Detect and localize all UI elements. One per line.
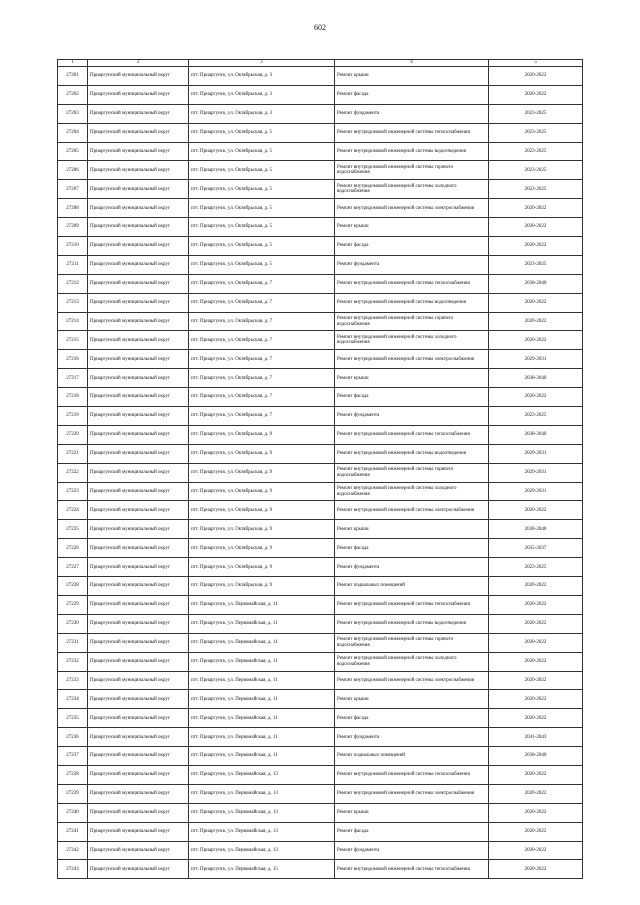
column-header-4: 4 [335, 60, 489, 67]
period-cell: 2029-2031 [489, 350, 583, 369]
district-cell: Приаргунский муниципальный округ [88, 67, 189, 86]
work-type-cell: Ремонт фундамента [335, 104, 489, 123]
table-row [58, 765, 583, 784]
work-type-cell: Ремонт крыши [335, 369, 489, 388]
district-cell: Приаргунский муниципальный округ [88, 350, 189, 369]
district-cell: Приаргунский муниципальный округ [88, 633, 189, 652]
table-row [58, 690, 583, 709]
district-cell: Приаргунский муниципальный округ [88, 369, 189, 388]
district-cell: Приаргунский муниципальный округ [88, 104, 189, 123]
address-cell: пгт. Приаргунск, ул. Октябрьская, д. 9 [189, 501, 335, 520]
address-cell: пгт. Приаргунск, ул. Октябрьская, д. 9 [189, 444, 335, 463]
work-type-cell: Ремонт внутридомовой инженерной системы теплоснабжения [335, 765, 489, 784]
work-type-cell: Ремонт фундамента [335, 841, 489, 860]
period-cell: 2020-2022 [489, 312, 583, 331]
work-type-cell: Ремонт внутридомовой инженерной системы горячего водоснабжения [335, 161, 489, 180]
period-cell: 2023-2025 [489, 142, 583, 161]
period-cell: 2038-2040 [489, 425, 583, 444]
address-cell: пгт. Приаргунск, ул. Октябрьская, д. 7 [189, 312, 335, 331]
table-row [58, 142, 583, 161]
period-cell: 2023-2025 [489, 123, 583, 142]
address-cell: пгт. Приаргунск, ул. Октябрьская, д. 9 [189, 577, 335, 596]
row-number-cell: 27201 [58, 67, 88, 86]
table-row [58, 274, 583, 293]
row-number-cell: 27220 [58, 425, 88, 444]
work-type-cell: Ремонт фасада [335, 539, 489, 558]
row-number-cell: 27239 [58, 784, 88, 803]
period-cell: 2020-2022 [489, 652, 583, 671]
period-cell: 2020-2022 [489, 784, 583, 803]
work-type-cell: Ремонт внутридомовой инженерной системы горячего водоснабжения [335, 463, 489, 482]
address-cell: пгт. Приаргунск, ул. Первомайская, д. 11 [189, 728, 335, 747]
row-number-cell: 27233 [58, 671, 88, 690]
address-cell: пгт. Приаргунск, ул. Октябрьская, д. 9 [189, 558, 335, 577]
address-cell: пгт. Приаргунск, ул. Первомайская, д. 13 [189, 784, 335, 803]
column-header-5: 5 [489, 60, 583, 67]
district-cell: Приаргунский муниципальный округ [88, 293, 189, 312]
work-type-cell: Ремонт внутридомовой инженерной системы водоотведения [335, 614, 489, 633]
column-header-1: 1 [58, 60, 88, 67]
row-number-cell: 27213 [58, 293, 88, 312]
address-cell: пгт. Приаргунск, ул. Октябрьская, д. 5 [189, 142, 335, 161]
table-row [58, 104, 583, 123]
row-number-cell: 27225 [58, 520, 88, 539]
district-cell: Приаргунский муниципальный округ [88, 501, 189, 520]
work-type-cell: Ремонт внутридомовой инженерной системы электроснабжения [335, 501, 489, 520]
period-cell: 2020-2022 [489, 501, 583, 520]
address-cell: пгт. Приаргунск, ул. Октябрьская, д. 5 [189, 123, 335, 142]
row-number-cell: 27231 [58, 633, 88, 652]
table-row [58, 67, 583, 86]
table-row [58, 709, 583, 728]
address-cell: пгт. Приаргунск, ул. Октябрьская, д. 7 [189, 293, 335, 312]
period-cell: 2020-2022 [489, 67, 583, 86]
row-number-cell: 27217 [58, 369, 88, 388]
address-cell: пгт. Приаргунск, ул. Первомайская, д. 13 [189, 803, 335, 822]
district-cell: Приаргунский муниципальный округ [88, 161, 189, 180]
table-row [58, 633, 583, 652]
row-number-cell: 27210 [58, 237, 88, 256]
district-cell: Приаргунский муниципальный округ [88, 614, 189, 633]
table-row [58, 123, 583, 142]
table-row [58, 444, 583, 463]
address-cell: пгт. Приаргунск, ул. Октябрьская, д. 5 [189, 199, 335, 218]
row-number-cell: 27214 [58, 312, 88, 331]
address-cell: пгт. Приаргунск, ул. Октябрьская, д. 9 [189, 520, 335, 539]
period-cell: 2038-2040 [489, 369, 583, 388]
row-number-cell: 27243 [58, 860, 88, 879]
table-row [58, 595, 583, 614]
table-row [58, 463, 583, 482]
period-cell: 2041-2043 [489, 728, 583, 747]
table-row [58, 803, 583, 822]
row-number-cell: 27229 [58, 595, 88, 614]
work-type-cell: Ремонт внутридомовой инженерной системы теплоснабжения [335, 595, 489, 614]
work-type-cell: Ремонт крыши [335, 803, 489, 822]
table-row [58, 425, 583, 444]
table-row [58, 728, 583, 747]
period-cell: 2023-2025 [489, 161, 583, 180]
row-number-cell: 27228 [58, 577, 88, 596]
period-cell: 2020-2022 [489, 237, 583, 256]
district-cell: Приаргунский муниципальный округ [88, 577, 189, 596]
row-number-cell: 27242 [58, 841, 88, 860]
row-number-cell: 27216 [58, 350, 88, 369]
work-type-cell: Ремонт внутридомовой инженерной системы электроснабжения [335, 784, 489, 803]
row-number-cell: 27202 [58, 85, 88, 104]
table-row [58, 747, 583, 766]
page-number: 602 [314, 23, 326, 32]
table-row [58, 482, 583, 501]
address-cell: пгт. Приаргунск, ул. Первомайская, д. 11 [189, 671, 335, 690]
district-cell: Приаргунский муниципальный округ [88, 841, 189, 860]
district-cell: Приаргунский муниципальный округ [88, 822, 189, 841]
district-cell: Приаргунский муниципальный округ [88, 539, 189, 558]
row-number-cell: 27240 [58, 803, 88, 822]
address-cell: пгт. Приаргунск, ул. Октябрьская, д. 3 [189, 104, 335, 123]
repair-schedule-table [57, 59, 583, 879]
period-cell: 2023-2025 [489, 558, 583, 577]
work-type-cell: Ремонт внутридомовой инженерной системы холодного водоснабжения [335, 180, 489, 199]
period-cell: 2020-2022 [489, 803, 583, 822]
table-row [58, 558, 583, 577]
table-row [58, 255, 583, 274]
row-number-cell: 27219 [58, 407, 88, 426]
period-cell: 2023-2025 [489, 104, 583, 123]
table-row [58, 841, 583, 860]
period-cell: 2020-2022 [489, 595, 583, 614]
table-row [58, 860, 583, 879]
district-cell: Приаргунский муниципальный округ [88, 709, 189, 728]
district-cell: Приаргунский муниципальный округ [88, 652, 189, 671]
district-cell: Приаргунский муниципальный округ [88, 860, 189, 879]
table-row [58, 784, 583, 803]
district-cell: Приаргунский муниципальный округ [88, 558, 189, 577]
district-cell: Приаргунский муниципальный округ [88, 444, 189, 463]
row-number-cell: 27208 [58, 199, 88, 218]
row-number-cell: 27234 [58, 690, 88, 709]
table-row [58, 671, 583, 690]
table-row [58, 237, 583, 256]
table-row [58, 350, 583, 369]
address-cell: пгт. Приаргунск, ул. Первомайская, д. 13 [189, 822, 335, 841]
period-cell: 2020-2022 [489, 85, 583, 104]
column-header-2: 2 [88, 60, 189, 67]
table-row [58, 388, 583, 407]
address-cell: пгт. Приаргунск, ул. Первомайская, д. 13 [189, 765, 335, 784]
work-type-cell: Ремонт фундамента [335, 407, 489, 426]
district-cell: Приаргунский муниципальный округ [88, 255, 189, 274]
period-cell: 2029-2031 [489, 463, 583, 482]
address-cell: пгт. Приаргунск, ул. Первомайская, д. 11 [189, 690, 335, 709]
period-cell: 2020-2022 [489, 577, 583, 596]
row-number-cell: 27211 [58, 255, 88, 274]
district-cell: Приаргунский муниципальный округ [88, 142, 189, 161]
address-cell: пгт. Приаргунск, ул. Октябрьская, д. 7 [189, 407, 335, 426]
row-number-cell: 27227 [58, 558, 88, 577]
address-cell: пгт. Приаргунск, ул. Октябрьская, д. 5 [189, 255, 335, 274]
district-cell: Приаргунский муниципальный округ [88, 331, 189, 350]
period-cell: 2020-2022 [489, 709, 583, 728]
row-number-cell: 27235 [58, 709, 88, 728]
address-cell: пгт. Приаргунск, ул. Октябрьская, д. 7 [189, 388, 335, 407]
row-number-cell: 27215 [58, 331, 88, 350]
table-row [58, 822, 583, 841]
period-cell: 2020-2022 [489, 293, 583, 312]
period-cell: 2023-2025 [489, 180, 583, 199]
work-type-cell: Ремонт внутридомовой инженерной системы электроснабжения [335, 671, 489, 690]
address-cell: пгт. Приаргунск, ул. Первомайская, д. 11 [189, 747, 335, 766]
district-cell: Приаргунский муниципальный округ [88, 218, 189, 237]
address-cell: пгт. Приаргунск, ул. Первомайская, д. 11 [189, 614, 335, 633]
row-number-cell: 27236 [58, 728, 88, 747]
period-cell: 2020-2022 [489, 633, 583, 652]
row-number-cell: 27221 [58, 444, 88, 463]
address-cell: пгт. Приаргунск, ул. Октябрьская, д. 7 [189, 369, 335, 388]
work-type-cell: Ремонт крыши [335, 67, 489, 86]
period-cell: 2020-2022 [489, 822, 583, 841]
period-cell: 2020-2022 [489, 218, 583, 237]
period-cell: 2029-2031 [489, 444, 583, 463]
work-type-cell: Ремонт внутридомовой инженерной системы электроснабжения [335, 350, 489, 369]
column-header-3: 3 [189, 60, 335, 67]
table-row [58, 577, 583, 596]
district-cell: Приаргунский муниципальный округ [88, 747, 189, 766]
district-cell: Приаргунский муниципальный округ [88, 274, 189, 293]
period-cell: 2020-2022 [489, 671, 583, 690]
table-row [58, 652, 583, 671]
row-number-cell: 27206 [58, 161, 88, 180]
district-cell: Приаргунский муниципальный округ [88, 690, 189, 709]
period-cell: 2020-2022 [489, 841, 583, 860]
address-cell: пгт. Приаргунск, ул. Октябрьская, д. 9 [189, 482, 335, 501]
address-cell: пгт. Приаргунск, ул. Октябрьская, д. 5 [189, 218, 335, 237]
work-type-cell: Ремонт подвальных помещений [335, 747, 489, 766]
period-cell: 2029-2031 [489, 482, 583, 501]
address-cell: пгт. Приаргунск, ул. Первомайская, д. 13 [189, 841, 335, 860]
district-cell: Приаргунский муниципальный округ [88, 388, 189, 407]
table-row [58, 85, 583, 104]
district-cell: Приаргунский муниципальный округ [88, 85, 189, 104]
address-cell: пгт. Приаргунск, ул. Октябрьская, д. 5 [189, 161, 335, 180]
period-cell: 2035-2037 [489, 539, 583, 558]
row-number-cell: 27241 [58, 822, 88, 841]
address-cell: пгт. Приаргунск, ул. Октябрьская, д. 5 [189, 180, 335, 199]
row-number-cell: 27212 [58, 274, 88, 293]
row-number-cell: 27205 [58, 142, 88, 161]
work-type-cell: Ремонт внутридомовой инженерной системы теплоснабжения [335, 123, 489, 142]
work-type-cell: Ремонт фундамента [335, 558, 489, 577]
row-number-cell: 27230 [58, 614, 88, 633]
row-number-cell: 27232 [58, 652, 88, 671]
address-cell: пгт. Приаргунск, ул. Октябрьская, д. 3 [189, 85, 335, 104]
address-cell: пгт. Приаргунск, ул. Первомайская, д. 11 [189, 595, 335, 614]
table-row [58, 407, 583, 426]
row-number-cell: 27204 [58, 123, 88, 142]
row-number-cell: 27224 [58, 501, 88, 520]
district-cell: Приаргунский муниципальный округ [88, 123, 189, 142]
district-cell: Приаргунский муниципальный округ [88, 728, 189, 747]
district-cell: Приаргунский муниципальный округ [88, 803, 189, 822]
period-cell: 2038-2040 [489, 520, 583, 539]
work-type-cell: Ремонт фундамента [335, 728, 489, 747]
table-row [58, 161, 583, 180]
table-row [58, 331, 583, 350]
period-cell: 2020-2022 [489, 199, 583, 218]
period-cell: 2023-2025 [489, 407, 583, 426]
period-cell: 2038-2040 [489, 274, 583, 293]
table-row [58, 293, 583, 312]
work-type-cell: Ремонт крыши [335, 690, 489, 709]
address-cell: пгт. Приаргунск, ул. Октябрьская, д. 7 [189, 331, 335, 350]
district-cell: Приаргунский муниципальный округ [88, 671, 189, 690]
address-cell: пгт. Приаргунск, ул. Октябрьская, д. 7 [189, 350, 335, 369]
work-type-cell: Ремонт фасада [335, 822, 489, 841]
address-cell: пгт. Приаргунск, ул. Первомайская, д. 11 [189, 633, 335, 652]
address-cell: пгт. Приаргунск, ул. Первомайская, д. 11 [189, 709, 335, 728]
work-type-cell: Ремонт внутридомовой инженерной системы электроснабжения [335, 199, 489, 218]
district-cell: Приаргунский муниципальный округ [88, 237, 189, 256]
work-type-cell: Ремонт подвальных помещений [335, 577, 489, 596]
work-type-cell: Ремонт внутридомовой инженерной системы водоотведения [335, 444, 489, 463]
work-type-cell: Ремонт внутридомовой инженерной системы горячего водоснабжения [335, 312, 489, 331]
district-cell: Приаргунский муниципальный округ [88, 595, 189, 614]
period-cell: 2020-2022 [489, 765, 583, 784]
row-number-cell: 27223 [58, 482, 88, 501]
period-cell: 2020-2022 [489, 614, 583, 633]
period-cell: 2020-2022 [489, 690, 583, 709]
address-cell: пгт. Приаргунск, ул. Октябрьская, д. 7 [189, 274, 335, 293]
period-cell: 2020-2022 [489, 860, 583, 879]
address-cell: пгт. Приаргунск, ул. Октябрьская, д. 9 [189, 539, 335, 558]
row-number-cell: 27218 [58, 388, 88, 407]
work-type-cell: Ремонт внутридомовой инженерной системы теплоснабжения [335, 274, 489, 293]
table-row [58, 218, 583, 237]
district-cell: Приаргунский муниципальный округ [88, 425, 189, 444]
row-number-cell: 27238 [58, 765, 88, 784]
address-cell: пгт. Приаргунск, ул. Октябрьская, д. 9 [189, 463, 335, 482]
district-cell: Приаргунский муниципальный округ [88, 312, 189, 331]
period-cell: 2038-2040 [489, 747, 583, 766]
table-row [58, 180, 583, 199]
period-cell: 2020-2022 [489, 331, 583, 350]
address-cell: пгт. Приаргунск, ул. Первомайская, д. 15 [189, 860, 335, 879]
work-type-cell: Ремонт внутридомовой инженерной системы холодного водоснабжения [335, 652, 489, 671]
table-row [58, 520, 583, 539]
work-type-cell: Ремонт внутридомовой инженерной системы теплоснабжения [335, 860, 489, 879]
work-type-cell: Ремонт внутридомовой инженерной системы водоотведения [335, 293, 489, 312]
address-cell: пгт. Приаргунск, ул. Первомайская, д. 11 [189, 652, 335, 671]
period-cell: 2020-2022 [489, 388, 583, 407]
work-type-cell: Ремонт фундамента [335, 255, 489, 274]
column-number-row [58, 60, 583, 67]
table-row [58, 614, 583, 633]
row-number-cell: 27226 [58, 539, 88, 558]
work-type-cell: Ремонт фасада [335, 388, 489, 407]
period-cell: 2023-2025 [489, 255, 583, 274]
work-type-cell: Ремонт фасада [335, 85, 489, 104]
row-number-cell: 27203 [58, 104, 88, 123]
district-cell: Приаргунский муниципальный округ [88, 765, 189, 784]
work-type-cell: Ремонт внутридомовой инженерной системы водоотведения [335, 142, 489, 161]
work-type-cell: Ремонт крыши [335, 218, 489, 237]
district-cell: Приаргунский муниципальный округ [88, 482, 189, 501]
work-type-cell: Ремонт фасада [335, 709, 489, 728]
district-cell: Приаргунский муниципальный округ [88, 463, 189, 482]
district-cell: Приаргунский муниципальный округ [88, 199, 189, 218]
table-row [58, 199, 583, 218]
row-number-cell: 27222 [58, 463, 88, 482]
work-type-cell: Ремонт внутридомовой инженерной системы теплоснабжения [335, 425, 489, 444]
work-type-cell: Ремонт внутридомовой инженерной системы горячего водоснабжения [335, 633, 489, 652]
table-row [58, 312, 583, 331]
row-number-cell: 27237 [58, 747, 88, 766]
work-type-cell: Ремонт внутридомовой инженерной системы холодного водоснабжения [335, 482, 489, 501]
district-cell: Приаргунский муниципальный округ [88, 180, 189, 199]
row-number-cell: 27209 [58, 218, 88, 237]
table-body [58, 60, 583, 879]
table-row [58, 501, 583, 520]
row-number-cell: 27207 [58, 180, 88, 199]
district-cell: Приаргунский муниципальный округ [88, 407, 189, 426]
work-type-cell: Ремонт крыши [335, 520, 489, 539]
address-cell: пгт. Приаргунск, ул. Октябрьская, д. 3 [189, 67, 335, 86]
district-cell: Приаргунский муниципальный округ [88, 520, 189, 539]
table-row [58, 539, 583, 558]
work-type-cell: Ремонт внутридомовой инженерной системы холодного водоснабжения [335, 331, 489, 350]
table-row [58, 369, 583, 388]
district-cell: Приаргунский муниципальный округ [88, 784, 189, 803]
address-cell: пгт. Приаргунск, ул. Октябрьская, д. 9 [189, 425, 335, 444]
address-cell: пгт. Приаргунск, ул. Октябрьская, д. 5 [189, 237, 335, 256]
work-type-cell: Ремонт фасада [335, 237, 489, 256]
